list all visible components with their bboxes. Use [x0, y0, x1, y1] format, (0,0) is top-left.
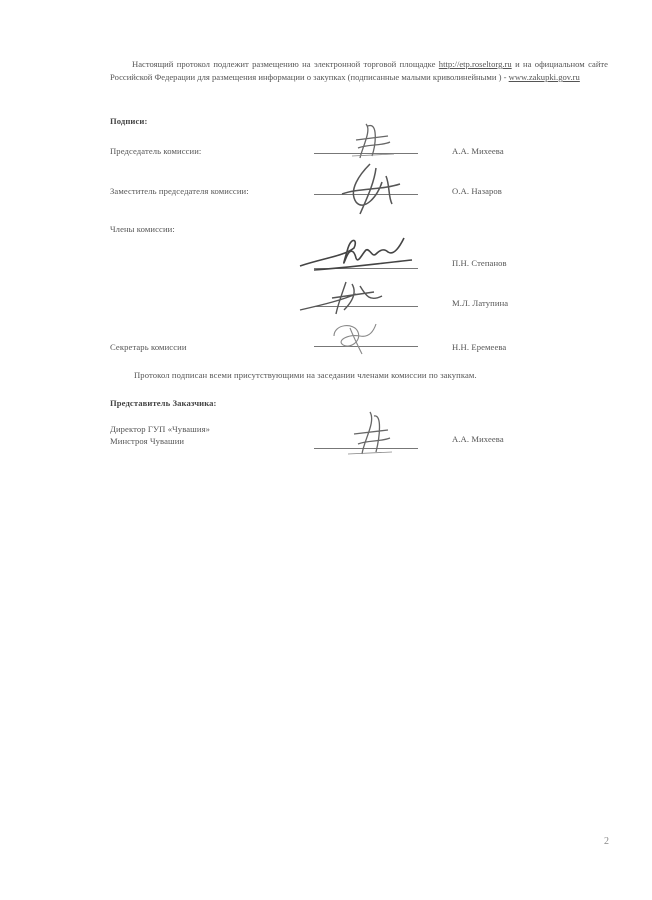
member2-signature	[296, 276, 406, 318]
chair-label: Председатель комиссии:	[110, 146, 202, 156]
secretary-name: Н.Н. Еремеева	[452, 342, 507, 352]
intro-link-zakupki[interactable]: www.zakupki.gov.ru	[508, 72, 580, 82]
deputy-name: О.А. Назаров	[452, 186, 502, 196]
customer-rep-position-line2: Минстроя Чувашии	[110, 436, 185, 446]
customer-rep-signature	[340, 408, 400, 464]
intro-text-prefix: Настоящий протокол подлежит размещению на электронной торговой площадке	[132, 59, 436, 69]
members-label: Члены комиссии:	[110, 224, 175, 234]
customer-rep-name: А.А. Михеева	[452, 434, 504, 444]
secretary-signature	[324, 314, 394, 358]
member1-name: П.Н. Степанов	[452, 258, 507, 268]
intro-paragraph	[110, 58, 608, 84]
signed-note: Протокол подписан всеми присутствующими на заседании членами комиссии по закупкам.	[134, 370, 477, 380]
customer-rep-heading: Представитель Заказчика:	[110, 398, 217, 408]
chair-signature	[338, 118, 408, 166]
page-number: 2	[604, 836, 609, 847]
intro-text-middle: и на официальном сайте Российской Федерации для размещения информации о закупках (подписанные малыми криволинейными ) -	[110, 59, 608, 82]
intro-link-etp[interactable]: http://etp.roseltorg.ru	[438, 59, 512, 69]
secretary-label: Секретарь комиссии	[110, 342, 187, 352]
member1-signature	[294, 228, 424, 280]
customer-rep-position-line1: Директор ГУП «Чувашия»	[110, 424, 211, 434]
signatures-heading: Подписи:	[110, 116, 148, 126]
member2-name: М.Л. Латупина	[452, 298, 509, 308]
deputy-label: Заместитель председателя комиссии:	[110, 186, 249, 196]
chair-name: А.А. Михеева	[452, 146, 504, 156]
deputy-signature	[330, 160, 414, 220]
